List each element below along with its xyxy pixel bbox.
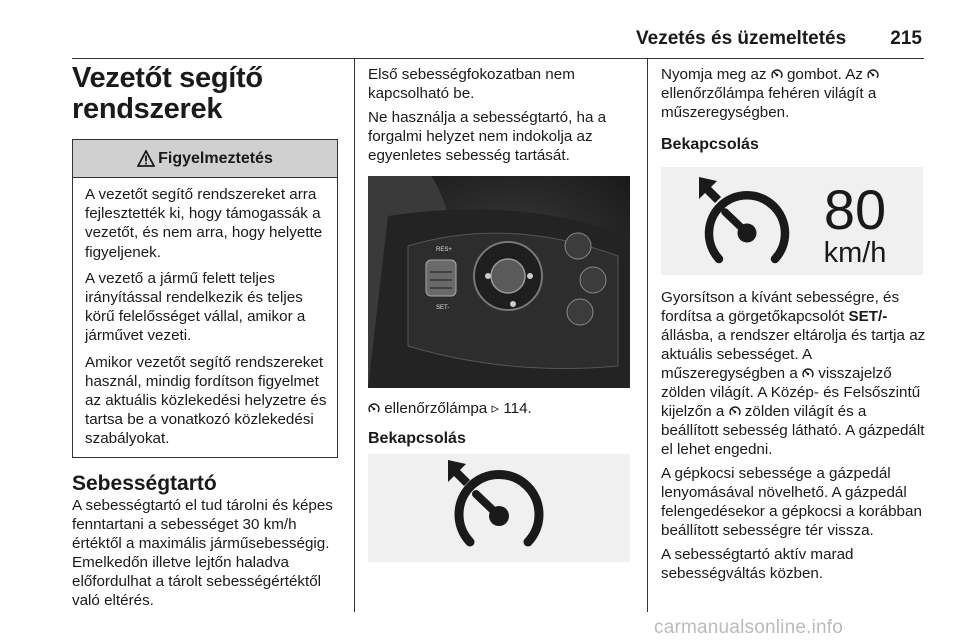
column-divider-1 (354, 58, 355, 612)
warning-paragraph: A vezető a jármű felett teljes irányítással rendelkezik és teljes körű felelősséget vállal, amikor a járművet vezeti. (85, 269, 306, 345)
cruise-control-icon (729, 405, 741, 417)
res-label: RES+ (436, 247, 452, 253)
cruise-control-icon (368, 402, 380, 414)
steering-wheel-illustration (368, 176, 630, 388)
page-title: Vezetőt segítő rendszerek (72, 62, 263, 125)
cruise-control-icon (771, 68, 783, 80)
column-3 (661, 58, 927, 583)
section-title: Vezetés és üzemeltetés (636, 28, 847, 49)
watermark: carmanualsonline.info (654, 617, 844, 638)
cruise-control-text: A sebességtartó el tud tárolni és képes fenntartani a sebességet 30 km/h értéktől a maximális járműsebességig. Emelkedőn illetve lejtőn haladva előfordulhat a tárolt sebességértéktől való eltérés. (72, 496, 333, 609)
page-reference: 114. (503, 400, 532, 417)
warning-paragraph: Amikor vezetőt segítő rendszereket használ, mindig fordítson figyelmet az aktuális közlekedési helyzetre és tartsa be a vonatkozó közlekedési szabályokat. (85, 353, 327, 448)
cruise-control-symbol-panel (368, 454, 630, 562)
column-1 (72, 58, 340, 610)
cruise-control-heading: Sebességtartó (72, 471, 217, 495)
steering-wheel-controls-photo (368, 176, 630, 388)
column-3-text: Gyorsítson a kívánt sebességre, és fordítsa a görgetőkapcsolót SET/- állásba, a rendszer eltárolja és tartja az aktuális sebességet. A műszeregységben a visszajelző zölden világít. A Közép- és Felsőszintű kijelzőn a zölden világít és a beállított sebesség látható. A gázpedált el lehet engedni. A gépkocsi sebessége a gázpedál lenyomásával növelhető. A gázpedál felengedésekor a gépkocsi a korábban beállított sebességre tér vissza. A sebességtartó aktív marad sebességváltás közben. (661, 289, 926, 582)
cruise-control-icon (867, 68, 879, 80)
display-unit: km/h (823, 237, 887, 269)
warning-label: Figyelmeztetés (158, 149, 273, 167)
warning-triangle-icon (137, 150, 155, 167)
set-label: SET- (436, 305, 450, 311)
activation-heading: Bekapcsolás (368, 430, 466, 447)
cruise-control-icon (802, 367, 814, 379)
page-reference-arrow-icon: ▹ (491, 400, 500, 417)
speed-display-panel (661, 167, 923, 275)
warning-body (73, 178, 337, 457)
display-speed: 80 (823, 178, 887, 241)
column-divider-2 (647, 58, 648, 612)
cruise-set-display (661, 167, 923, 275)
warning-header (73, 140, 337, 178)
column-2-text: Első sebességfokozatban nem kapcsolható be. Ne használja a sebességtartó, ha a forgalmi helyzet nem indokolja az egyenletes sebesség tartását. (368, 66, 607, 164)
pointer-arrow-icon (699, 177, 721, 203)
page-number: 215 (890, 28, 922, 49)
warning-paragraph: A vezetőt segítő rendszereket arra fejlesztették ki, hogy támogassák a vezetőt, és nem arra, hogy helyette figyeljenek. (85, 186, 323, 261)
column-2 (368, 58, 634, 562)
warning-box (72, 139, 338, 458)
running-head (636, 28, 922, 52)
cruise-control-icon (368, 454, 630, 562)
indicator-reference: ellenőrzőlámpa ▹ 114. (368, 399, 634, 418)
activation-heading-2: Bekapcsolás (661, 136, 759, 153)
set-key-label: SET/- (848, 308, 888, 325)
column-3-intro: Nyomja meg az gombot. Az ellenőrzőlámpa fehéren világít a műszeregységben. (661, 65, 927, 122)
